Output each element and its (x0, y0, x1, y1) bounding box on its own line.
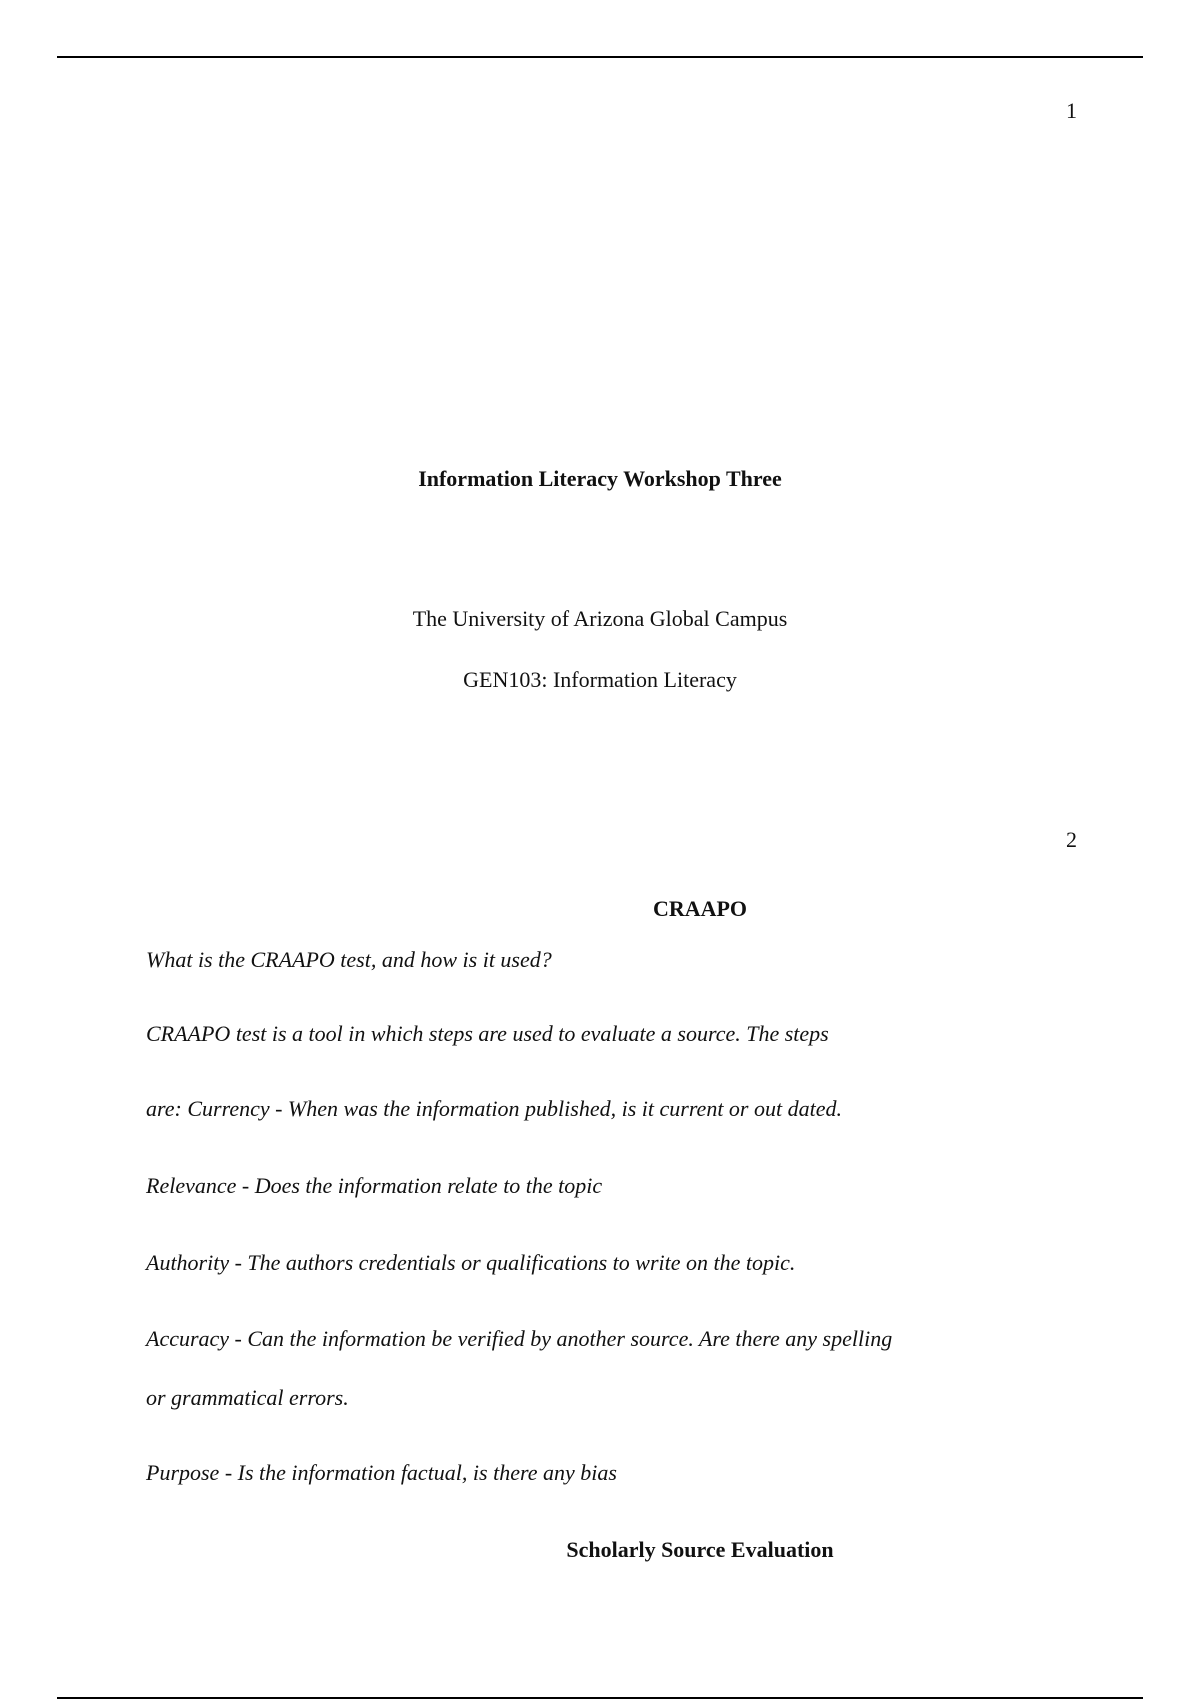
section-heading-scholarly: Scholarly Source Evaluation (566, 1537, 834, 1562)
body-line: Relevance - Does the information relate to the topic (146, 1173, 603, 1198)
page-top-rule (57, 56, 1143, 58)
page-number-1: 1 (1066, 98, 1077, 123)
body-line: Purpose - Is the information factual, is there any bias (146, 1460, 617, 1485)
question-text: What is the CRAAPO test, and how is it used? (146, 947, 552, 972)
body-line: Authority - The authors credentials or qualifications to write on the topic. (146, 1250, 796, 1275)
body-line: are: Currency - When was the information published, is it current or out dated. (146, 1096, 842, 1121)
body-line: or grammatical errors. (146, 1385, 349, 1410)
institution-name: The University of Arizona Global Campus (412, 606, 788, 631)
body-line: CRAAPO test is a tool in which steps are used to evaluate a source. The steps (146, 1021, 829, 1046)
page-number-2: 2 (1066, 827, 1077, 852)
section-heading-craapo: CRAAPO (652, 896, 748, 921)
document-title: Information Literacy Workshop Three (418, 466, 782, 491)
page-bottom-rule (57, 1697, 1143, 1699)
course-name: GEN103: Information Literacy (463, 667, 737, 692)
body-line: Accuracy - Can the information be verified by another source. Are there any spelling (146, 1326, 893, 1351)
